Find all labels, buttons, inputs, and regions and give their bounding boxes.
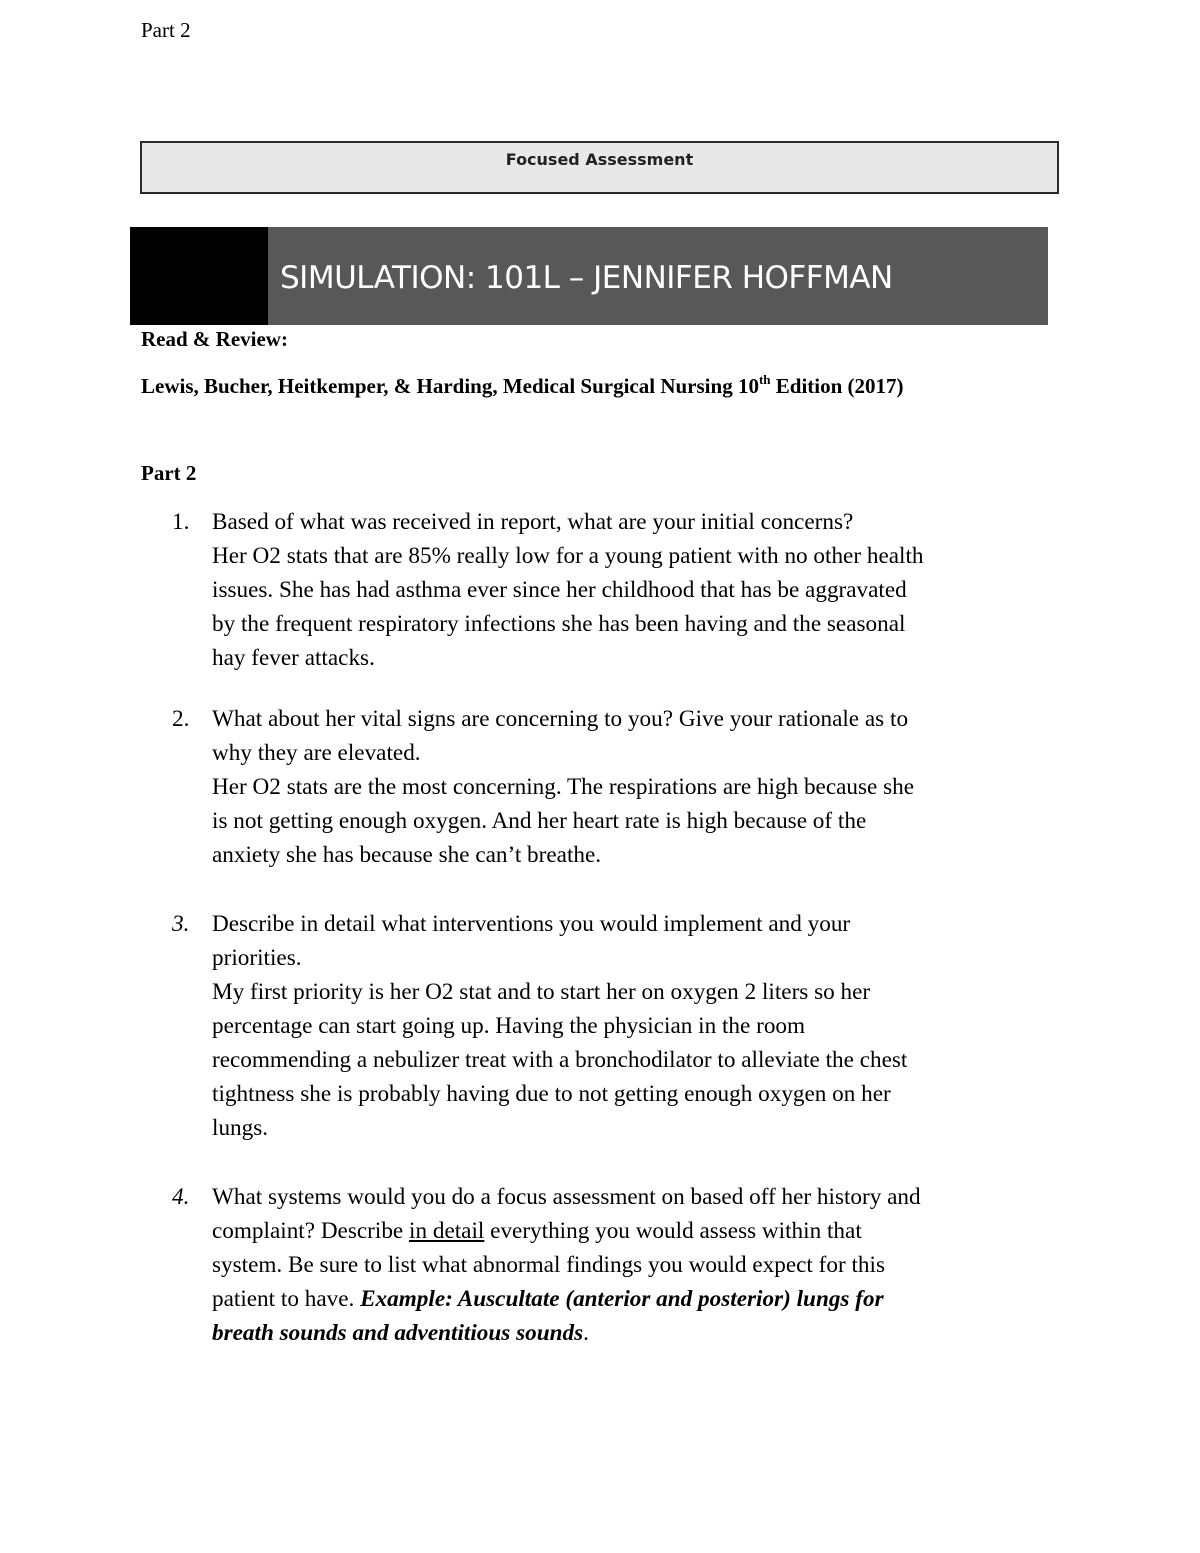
question-text [212,1214,1062,1248]
answer-line: Her O2 stats are the most concerning. The respirations are high because she [212,774,915,800]
question-text: system. Be sure to list what abnormal findings you would expect for this [212,1252,885,1278]
answer-line: Her O2 stats that are 85% really low for a young patient with no other health [212,543,924,569]
page-header-label: Part 2 [141,18,191,42]
question-number: 3. [172,911,190,937]
question-number: 2. [172,706,190,732]
question-item [172,702,1062,872]
focused-assessment-title: Focused Assessment [505,150,694,169]
question-text-fragment: . [583,1320,589,1346]
answer-line: anxiety she has because she can’t breathe. [212,842,602,868]
question-item [172,907,1062,1145]
answer-line: My first priority is her O2 stat and to start her on oxygen 2 liters so her [212,979,871,1005]
answer-line: tightness she is probably having due to not getting enough oxygen on her [212,1081,891,1107]
citation-text: Lewis, Bucher, Heitkemper, & Harding, Medical Surgical Nursing 10 [141,374,759,398]
question-text-fragment: patient to have. [212,1286,361,1312]
question-text-fragment: everything you would assess within that [484,1218,862,1244]
focused-assessment-box [140,141,1059,194]
question-text: why they are elevated. [212,740,421,766]
answer-line: percentage can start going up. Having the physician in the room [212,1013,806,1039]
question-text: Describe in detail what interventions you would implement and your [212,911,851,937]
example-text: breath sounds and adventitious sounds [212,1320,584,1346]
question-text: Based of what was received in report, what are your initial concerns? [212,509,854,535]
question-text [212,1316,1062,1350]
question-text: What systems would you do a focus assessment on based off her history and [212,1184,921,1210]
question-text-fragment: complaint? Describe [212,1218,410,1244]
question-item [172,1180,1062,1350]
question-number: 1. [172,509,190,535]
answer-line: issues. She has had asthma ever since her childhood that has be aggravated [212,577,907,603]
answer-line: hay fever attacks. [212,645,375,671]
section-title: Part 2 [141,461,197,485]
simulation-banner [130,227,1048,325]
answer-line: is not getting enough oxygen. And her heart rate is high because of the [212,808,867,834]
read-review-heading: Read & Review: [141,327,288,351]
citation-edition: Edition (2017) [770,374,904,398]
question-item [172,505,1062,675]
answer-line: by the frequent respiratory infections she has been having and the seasonal [212,611,906,637]
question-text: priorities. [212,945,302,971]
example-text: Example: Auscultate (anterior and posterior) lungs for [360,1286,884,1312]
banner-gray-block [268,227,1048,325]
textbook-citation [141,372,904,399]
question-number: 4. [172,1184,190,1210]
banner-black-block [130,227,268,325]
citation-superscript: th [758,372,771,387]
answer-line: recommending a nebulizer treat with a bronchodilator to alleviate the chest [212,1047,908,1073]
answer-line: lungs. [212,1115,269,1141]
banner-title: SIMULATION: 101L – JENNIFER HOFFMAN [280,259,893,296]
underlined-emphasis: in detail [409,1218,485,1244]
question-text [212,1282,1062,1316]
question-text: What about her vital signs are concerning to you? Give your rationale as to [212,706,909,732]
